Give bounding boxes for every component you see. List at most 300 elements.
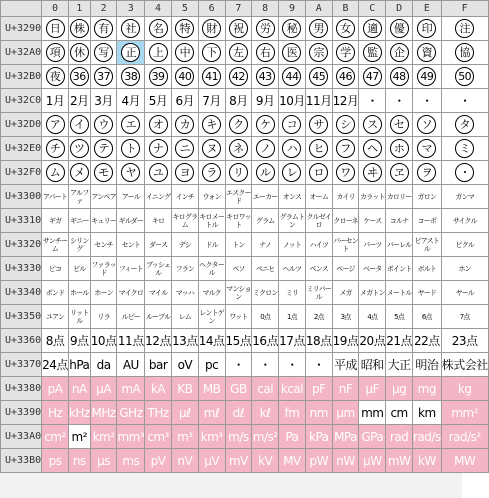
glyph-cell[interactable] <box>305 113 332 137</box>
glyph-cell[interactable] <box>386 305 413 329</box>
glyph-cell[interactable] <box>68 353 90 377</box>
glyph-cell[interactable] <box>90 305 117 329</box>
glyph-cell[interactable] <box>198 377 225 401</box>
glyph-cell[interactable] <box>117 113 145 137</box>
glyph-cell[interactable] <box>145 329 172 353</box>
glyph-cell[interactable] <box>68 41 90 65</box>
glyph-cell[interactable] <box>90 185 117 209</box>
glyph-cell[interactable] <box>386 17 413 41</box>
glyph-cell[interactable] <box>225 449 252 473</box>
glyph-cell[interactable] <box>68 257 90 281</box>
glyph-cell[interactable] <box>42 377 69 401</box>
glyph-cell[interactable] <box>225 401 252 425</box>
glyph-cell[interactable] <box>225 305 252 329</box>
glyph-cell[interactable] <box>441 17 488 41</box>
glyph-cell[interactable] <box>279 377 306 401</box>
glyph-cell[interactable] <box>332 329 359 353</box>
glyph-cell[interactable] <box>279 305 306 329</box>
glyph-cell[interactable] <box>117 233 145 257</box>
glyph-cell[interactable] <box>305 89 332 113</box>
glyph-cell[interactable] <box>252 281 279 305</box>
glyph-cell[interactable] <box>198 113 225 137</box>
glyph-cell[interactable] <box>145 377 172 401</box>
glyph-cell[interactable] <box>441 353 488 377</box>
glyph-cell[interactable] <box>145 113 172 137</box>
glyph-cell[interactable] <box>171 353 198 377</box>
glyph-cell[interactable] <box>305 185 332 209</box>
glyph-cell[interactable] <box>42 161 69 185</box>
glyph-cell[interactable] <box>198 329 225 353</box>
glyph-cell[interactable] <box>305 17 332 41</box>
glyph-cell[interactable] <box>225 329 252 353</box>
glyph-cell[interactable] <box>117 65 145 89</box>
glyph-cell[interactable] <box>171 209 198 233</box>
glyph-cell[interactable] <box>386 353 413 377</box>
glyph-cell[interactable] <box>171 305 198 329</box>
glyph-cell[interactable] <box>198 353 225 377</box>
glyph-cell[interactable] <box>225 281 252 305</box>
glyph-cell[interactable] <box>332 17 359 41</box>
glyph-cell[interactable] <box>332 257 359 281</box>
glyph-cell[interactable] <box>412 353 441 377</box>
glyph-cell[interactable] <box>359 89 386 113</box>
glyph-cell[interactable] <box>42 89 69 113</box>
glyph-cell[interactable] <box>90 233 117 257</box>
glyph-cell[interactable] <box>412 257 441 281</box>
glyph-cell[interactable] <box>386 281 413 305</box>
glyph-cell[interactable] <box>225 17 252 41</box>
glyph-cell[interactable] <box>305 257 332 281</box>
glyph-cell[interactable] <box>359 161 386 185</box>
glyph-cell[interactable] <box>90 377 117 401</box>
glyph-cell[interactable] <box>225 209 252 233</box>
glyph-cell[interactable] <box>68 425 90 449</box>
glyph-cell[interactable] <box>359 185 386 209</box>
glyph-cell[interactable] <box>90 137 117 161</box>
glyph-cell[interactable] <box>171 377 198 401</box>
glyph-cell[interactable] <box>386 257 413 281</box>
glyph-cell[interactable] <box>441 137 488 161</box>
glyph-cell[interactable] <box>171 113 198 137</box>
glyph-cell[interactable] <box>412 161 441 185</box>
glyph-cell[interactable] <box>332 41 359 65</box>
glyph-cell[interactable] <box>305 161 332 185</box>
glyph-cell[interactable] <box>68 209 90 233</box>
glyph-cell[interactable] <box>198 305 225 329</box>
glyph-cell[interactable] <box>441 233 488 257</box>
glyph-cell[interactable] <box>225 41 252 65</box>
glyph-cell[interactable] <box>117 281 145 305</box>
glyph-cell[interactable] <box>386 89 413 113</box>
glyph-cell[interactable] <box>117 185 145 209</box>
glyph-cell[interactable] <box>359 281 386 305</box>
glyph-cell[interactable] <box>198 281 225 305</box>
glyph-cell[interactable] <box>68 281 90 305</box>
glyph-cell[interactable] <box>359 65 386 89</box>
glyph-cell[interactable] <box>386 401 413 425</box>
glyph-cell[interactable] <box>145 281 172 305</box>
glyph-cell[interactable] <box>279 89 306 113</box>
glyph-cell[interactable] <box>305 65 332 89</box>
glyph-cell[interactable] <box>386 209 413 233</box>
glyph-cell[interactable] <box>386 185 413 209</box>
glyph-cell[interactable] <box>198 137 225 161</box>
glyph-cell[interactable] <box>359 41 386 65</box>
glyph-cell[interactable] <box>252 41 279 65</box>
glyph-cell[interactable] <box>441 377 488 401</box>
glyph-cell[interactable] <box>42 305 69 329</box>
glyph-cell[interactable] <box>412 449 441 473</box>
glyph-cell[interactable] <box>90 17 117 41</box>
glyph-cell[interactable] <box>279 137 306 161</box>
glyph-cell[interactable] <box>359 305 386 329</box>
glyph-cell[interactable] <box>171 17 198 41</box>
glyph-cell[interactable] <box>42 41 69 65</box>
glyph-cell[interactable] <box>332 401 359 425</box>
glyph-cell[interactable] <box>42 353 69 377</box>
glyph-cell[interactable] <box>145 65 172 89</box>
glyph-cell[interactable] <box>117 449 145 473</box>
glyph-cell[interactable] <box>68 161 90 185</box>
glyph-cell[interactable] <box>225 377 252 401</box>
glyph-cell[interactable] <box>225 137 252 161</box>
glyph-cell[interactable] <box>198 449 225 473</box>
glyph-cell[interactable] <box>90 161 117 185</box>
glyph-cell[interactable] <box>198 89 225 113</box>
glyph-cell[interactable] <box>145 401 172 425</box>
glyph-cell[interactable] <box>90 401 117 425</box>
glyph-cell[interactable] <box>279 65 306 89</box>
glyph-cell[interactable] <box>332 113 359 137</box>
glyph-cell[interactable] <box>412 41 441 65</box>
glyph-cell[interactable] <box>171 233 198 257</box>
glyph-cell[interactable] <box>412 305 441 329</box>
glyph-cell[interactable] <box>68 377 90 401</box>
glyph-cell[interactable] <box>145 353 172 377</box>
glyph-cell[interactable] <box>279 41 306 65</box>
glyph-cell[interactable] <box>412 401 441 425</box>
glyph-cell[interactable] <box>359 401 386 425</box>
glyph-cell[interactable] <box>117 137 145 161</box>
glyph-cell[interactable] <box>252 329 279 353</box>
glyph-cell[interactable] <box>145 233 172 257</box>
glyph-cell[interactable] <box>145 89 172 113</box>
glyph-cell[interactable] <box>412 233 441 257</box>
glyph-cell[interactable] <box>42 281 69 305</box>
glyph-cell[interactable] <box>332 449 359 473</box>
glyph-cell[interactable] <box>252 185 279 209</box>
glyph-cell[interactable] <box>117 257 145 281</box>
glyph-cell[interactable] <box>386 233 413 257</box>
glyph-cell[interactable] <box>305 281 332 305</box>
glyph-cell[interactable] <box>68 233 90 257</box>
glyph-cell[interactable] <box>305 137 332 161</box>
glyph-cell[interactable] <box>198 185 225 209</box>
glyph-cell[interactable] <box>68 185 90 209</box>
glyph-cell[interactable] <box>68 65 90 89</box>
glyph-cell[interactable] <box>252 425 279 449</box>
glyph-cell[interactable] <box>198 425 225 449</box>
glyph-cell[interactable] <box>252 353 279 377</box>
glyph-cell[interactable] <box>117 377 145 401</box>
glyph-cell[interactable] <box>386 41 413 65</box>
glyph-cell[interactable] <box>279 353 306 377</box>
glyph-cell[interactable] <box>145 449 172 473</box>
glyph-cell[interactable] <box>441 161 488 185</box>
glyph-cell[interactable] <box>279 449 306 473</box>
glyph-cell[interactable] <box>359 257 386 281</box>
glyph-cell[interactable] <box>252 17 279 41</box>
glyph-cell[interactable] <box>412 281 441 305</box>
glyph-cell[interactable] <box>441 209 488 233</box>
glyph-cell[interactable] <box>42 209 69 233</box>
glyph-cell[interactable] <box>171 257 198 281</box>
glyph-cell[interactable] <box>117 17 145 41</box>
glyph-cell[interactable] <box>359 137 386 161</box>
glyph-cell[interactable] <box>42 113 69 137</box>
glyph-cell[interactable] <box>225 113 252 137</box>
glyph-cell[interactable] <box>386 425 413 449</box>
glyph-cell[interactable] <box>198 17 225 41</box>
glyph-cell[interactable] <box>42 17 69 41</box>
glyph-cell[interactable] <box>90 329 117 353</box>
glyph-cell[interactable] <box>305 353 332 377</box>
glyph-cell[interactable] <box>441 65 488 89</box>
glyph-cell[interactable] <box>145 17 172 41</box>
glyph-cell[interactable] <box>386 137 413 161</box>
glyph-cell[interactable] <box>68 401 90 425</box>
glyph-cell[interactable] <box>90 65 117 89</box>
glyph-cell[interactable] <box>68 113 90 137</box>
glyph-cell[interactable] <box>42 329 69 353</box>
glyph-cell[interactable] <box>441 305 488 329</box>
glyph-cell[interactable] <box>441 185 488 209</box>
glyph-cell[interactable] <box>332 305 359 329</box>
glyph-cell[interactable] <box>90 89 117 113</box>
glyph-cell[interactable] <box>305 329 332 353</box>
glyph-cell[interactable] <box>386 65 413 89</box>
glyph-cell[interactable] <box>332 281 359 305</box>
glyph-cell[interactable] <box>90 209 117 233</box>
glyph-cell[interactable] <box>225 353 252 377</box>
glyph-cell[interactable] <box>332 185 359 209</box>
glyph-cell[interactable] <box>412 17 441 41</box>
glyph-cell[interactable] <box>441 89 488 113</box>
glyph-cell[interactable] <box>359 425 386 449</box>
glyph-cell[interactable] <box>252 113 279 137</box>
glyph-cell[interactable] <box>225 65 252 89</box>
glyph-cell[interactable] <box>441 257 488 281</box>
glyph-cell[interactable] <box>171 185 198 209</box>
glyph-cell[interactable] <box>359 329 386 353</box>
glyph-cell[interactable] <box>171 425 198 449</box>
glyph-cell[interactable] <box>386 161 413 185</box>
glyph-cell[interactable] <box>412 329 441 353</box>
glyph-cell[interactable] <box>198 65 225 89</box>
glyph-cell[interactable] <box>42 233 69 257</box>
glyph-cell[interactable] <box>90 281 117 305</box>
glyph-cell[interactable] <box>332 89 359 113</box>
glyph-cell[interactable] <box>171 161 198 185</box>
glyph-cell[interactable] <box>145 41 172 65</box>
glyph-cell[interactable] <box>412 113 441 137</box>
glyph-cell[interactable] <box>252 257 279 281</box>
glyph-cell[interactable] <box>252 305 279 329</box>
glyph-cell[interactable] <box>145 257 172 281</box>
glyph-cell[interactable] <box>171 449 198 473</box>
glyph-cell[interactable] <box>279 281 306 305</box>
glyph-cell[interactable] <box>386 449 413 473</box>
glyph-cell[interactable] <box>252 449 279 473</box>
glyph-cell[interactable] <box>171 401 198 425</box>
glyph-cell[interactable] <box>145 185 172 209</box>
glyph-cell[interactable] <box>198 401 225 425</box>
glyph-cell[interactable] <box>305 401 332 425</box>
glyph-cell[interactable] <box>117 401 145 425</box>
glyph-cell[interactable] <box>68 89 90 113</box>
glyph-cell[interactable] <box>145 209 172 233</box>
glyph-cell[interactable] <box>279 233 306 257</box>
glyph-cell[interactable] <box>252 377 279 401</box>
glyph-cell[interactable] <box>117 209 145 233</box>
glyph-cell[interactable] <box>252 209 279 233</box>
glyph-cell[interactable] <box>225 89 252 113</box>
glyph-cell[interactable] <box>441 449 488 473</box>
glyph-cell[interactable] <box>117 425 145 449</box>
glyph-cell[interactable] <box>90 353 117 377</box>
glyph-cell[interactable] <box>42 185 69 209</box>
glyph-cell[interactable] <box>68 329 90 353</box>
glyph-cell[interactable] <box>279 257 306 281</box>
glyph-cell[interactable] <box>305 377 332 401</box>
glyph-cell[interactable] <box>198 41 225 65</box>
glyph-cell[interactable] <box>225 233 252 257</box>
glyph-cell[interactable] <box>412 209 441 233</box>
glyph-cell[interactable] <box>145 161 172 185</box>
glyph-cell[interactable] <box>42 257 69 281</box>
glyph-cell[interactable] <box>145 425 172 449</box>
glyph-cell[interactable] <box>305 305 332 329</box>
glyph-cell[interactable] <box>412 89 441 113</box>
glyph-cell[interactable] <box>305 209 332 233</box>
glyph-cell[interactable] <box>305 425 332 449</box>
glyph-cell[interactable] <box>68 17 90 41</box>
glyph-cell[interactable] <box>117 41 145 65</box>
glyph-cell[interactable] <box>279 329 306 353</box>
glyph-cell[interactable] <box>332 209 359 233</box>
glyph-cell[interactable] <box>252 401 279 425</box>
glyph-cell[interactable] <box>90 113 117 137</box>
glyph-cell[interactable] <box>332 425 359 449</box>
glyph-cell[interactable] <box>359 377 386 401</box>
glyph-cell[interactable] <box>198 257 225 281</box>
glyph-cell[interactable] <box>279 209 306 233</box>
glyph-cell[interactable] <box>42 449 69 473</box>
glyph-cell[interactable] <box>359 113 386 137</box>
glyph-cell[interactable] <box>412 137 441 161</box>
glyph-cell[interactable] <box>225 161 252 185</box>
glyph-cell[interactable] <box>225 425 252 449</box>
glyph-cell[interactable] <box>225 185 252 209</box>
glyph-cell[interactable] <box>198 233 225 257</box>
glyph-cell[interactable] <box>441 113 488 137</box>
glyph-cell[interactable] <box>42 137 69 161</box>
glyph-cell[interactable] <box>279 17 306 41</box>
glyph-cell[interactable] <box>412 65 441 89</box>
glyph-cell[interactable] <box>171 137 198 161</box>
glyph-cell[interactable] <box>117 329 145 353</box>
glyph-cell[interactable] <box>90 425 117 449</box>
glyph-cell[interactable] <box>441 41 488 65</box>
glyph-cell[interactable] <box>386 329 413 353</box>
glyph-cell[interactable] <box>412 377 441 401</box>
glyph-cell[interactable] <box>305 233 332 257</box>
glyph-cell[interactable] <box>359 353 386 377</box>
glyph-cell[interactable] <box>279 401 306 425</box>
glyph-cell[interactable] <box>252 89 279 113</box>
glyph-cell[interactable] <box>359 449 386 473</box>
glyph-cell[interactable] <box>252 161 279 185</box>
glyph-cell[interactable] <box>171 89 198 113</box>
glyph-cell[interactable] <box>332 137 359 161</box>
glyph-cell[interactable] <box>359 17 386 41</box>
glyph-cell[interactable] <box>332 65 359 89</box>
glyph-cell[interactable] <box>386 113 413 137</box>
glyph-cell[interactable] <box>441 281 488 305</box>
glyph-cell[interactable] <box>90 449 117 473</box>
glyph-cell[interactable] <box>90 41 117 65</box>
glyph-cell[interactable] <box>305 41 332 65</box>
glyph-cell[interactable] <box>42 65 69 89</box>
glyph-cell[interactable] <box>171 41 198 65</box>
glyph-cell[interactable] <box>68 137 90 161</box>
glyph-cell[interactable] <box>252 137 279 161</box>
glyph-cell[interactable] <box>412 185 441 209</box>
glyph-cell[interactable] <box>332 377 359 401</box>
glyph-cell[interactable] <box>441 329 488 353</box>
glyph-cell[interactable] <box>305 449 332 473</box>
glyph-cell[interactable] <box>279 185 306 209</box>
glyph-cell[interactable] <box>145 137 172 161</box>
glyph-cell[interactable] <box>252 233 279 257</box>
glyph-cell[interactable] <box>225 257 252 281</box>
glyph-cell[interactable] <box>279 113 306 137</box>
glyph-cell[interactable] <box>68 305 90 329</box>
glyph-cell[interactable] <box>68 449 90 473</box>
glyph-cell[interactable] <box>412 425 441 449</box>
glyph-cell[interactable] <box>42 425 69 449</box>
glyph-cell[interactable] <box>42 401 69 425</box>
glyph-cell[interactable] <box>117 305 145 329</box>
glyph-cell[interactable] <box>171 281 198 305</box>
glyph-cell[interactable] <box>359 233 386 257</box>
glyph-cell[interactable] <box>279 161 306 185</box>
glyph-cell[interactable] <box>117 161 145 185</box>
glyph-cell[interactable] <box>198 209 225 233</box>
glyph-cell[interactable] <box>117 89 145 113</box>
glyph-cell[interactable] <box>332 353 359 377</box>
glyph-cell[interactable] <box>171 329 198 353</box>
glyph-cell[interactable] <box>145 305 172 329</box>
glyph-cell[interactable] <box>332 161 359 185</box>
glyph-cell[interactable] <box>279 425 306 449</box>
glyph-cell[interactable] <box>441 401 488 425</box>
glyph-cell[interactable] <box>359 209 386 233</box>
glyph-cell[interactable] <box>386 377 413 401</box>
glyph-cell[interactable] <box>117 353 145 377</box>
glyph-cell[interactable] <box>90 257 117 281</box>
glyph-cell[interactable] <box>332 233 359 257</box>
